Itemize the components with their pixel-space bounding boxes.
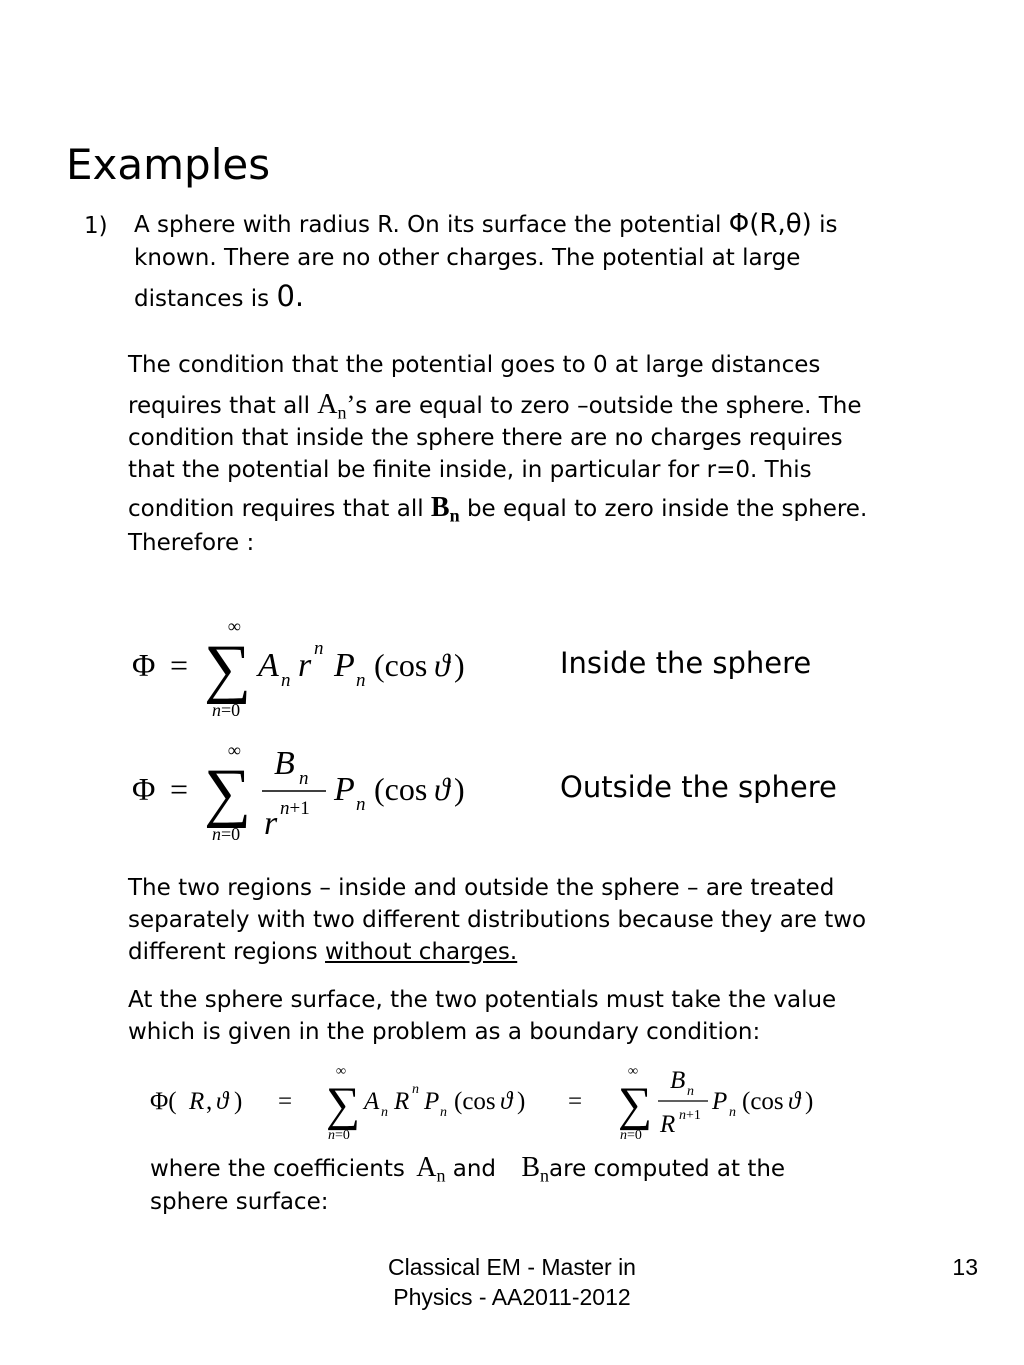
svg-text:P: P bbox=[712, 1088, 728, 1115]
svg-text:n: n bbox=[356, 794, 366, 815]
outside-label: Outside the sphere bbox=[560, 770, 837, 804]
svg-text:=: = bbox=[170, 771, 189, 807]
paragraph-text: and bbox=[452, 1156, 497, 1182]
svg-text:n=0: n=0 bbox=[328, 1128, 350, 1143]
svg-text:Φ: Φ bbox=[132, 647, 156, 683]
svg-text:=: = bbox=[278, 1088, 293, 1115]
svg-text:∞: ∞ bbox=[228, 616, 241, 636]
coefficient-B: B bbox=[430, 492, 450, 523]
svg-text:r: r bbox=[264, 805, 278, 842]
coefficient-A-subscript: n bbox=[337, 402, 347, 423]
paragraph-4-line-2: sphere surface: bbox=[150, 1189, 329, 1215]
svg-text:∑: ∑ bbox=[204, 632, 252, 705]
svg-text:ϑ: ϑ bbox=[788, 1088, 801, 1115]
footer-line-2: Physics - AA2011-2012 bbox=[393, 1284, 631, 1310]
equation-boundary bbox=[140, 1062, 860, 1148]
svg-text:Φ: Φ bbox=[132, 771, 156, 807]
svg-text:R: R bbox=[189, 1088, 205, 1115]
svg-text:P: P bbox=[334, 647, 355, 684]
svg-text:R: R bbox=[394, 1088, 410, 1115]
paragraph-2-line-1: The two regions – inside and outside the sphere – are treated bbox=[128, 875, 835, 901]
svg-text:n: n bbox=[299, 768, 309, 789]
slide-title: Examples bbox=[66, 140, 271, 189]
svg-text:∞: ∞ bbox=[628, 1064, 638, 1079]
phi-label: Φ(R,θ) bbox=[728, 209, 812, 239]
item-line-1 bbox=[134, 208, 837, 241]
footer-line-1: Classical EM - Master in bbox=[388, 1254, 636, 1280]
svg-text:): ) bbox=[234, 1088, 243, 1115]
coefficient-B-subscript: n bbox=[540, 1165, 550, 1186]
paragraph-text: be equal to zero inside the sphere. bbox=[466, 496, 868, 522]
svg-text:): ) bbox=[454, 771, 465, 807]
paragraph-text: are computed at the bbox=[549, 1156, 786, 1182]
coefficient-A-subscript: n bbox=[436, 1165, 446, 1186]
zero-value: 0. bbox=[276, 279, 305, 313]
underlined-text: without charges. bbox=[325, 939, 518, 965]
svg-text:n: n bbox=[412, 1082, 419, 1097]
item-number: 1) bbox=[84, 213, 108, 239]
paragraph-text: s are equal to zero –outside the sphere. The bbox=[355, 393, 862, 419]
svg-text:P: P bbox=[424, 1088, 440, 1115]
paragraph-1-line-3: condition that inside the sphere there are no charges requires bbox=[128, 425, 843, 451]
svg-text:n=0: n=0 bbox=[212, 824, 241, 844]
svg-text:n=0: n=0 bbox=[212, 700, 241, 720]
svg-text:=: = bbox=[170, 647, 189, 683]
svg-text:∑: ∑ bbox=[326, 1078, 361, 1131]
equation-inside bbox=[120, 612, 520, 722]
svg-text:n: n bbox=[314, 638, 324, 659]
svg-text:n+1: n+1 bbox=[679, 1108, 701, 1123]
svg-text:Φ(: Φ( bbox=[150, 1088, 177, 1115]
paragraph-text: requires that all bbox=[128, 393, 310, 419]
svg-text:n: n bbox=[687, 1084, 694, 1099]
item-line-3 bbox=[134, 280, 304, 315]
svg-text:ϑ: ϑ bbox=[434, 647, 450, 683]
svg-text:n: n bbox=[281, 670, 291, 691]
paragraph-1-line-1: The condition that the potential goes to 0 at large distances bbox=[128, 352, 821, 378]
svg-text:ϑ: ϑ bbox=[434, 771, 450, 807]
apostrophe: ’ bbox=[346, 390, 356, 419]
equation-outside bbox=[120, 736, 520, 852]
paragraph-text: condition requires that all bbox=[128, 496, 424, 522]
svg-text:): ) bbox=[517, 1088, 526, 1115]
svg-text:A: A bbox=[364, 1088, 380, 1115]
svg-text:∞: ∞ bbox=[228, 740, 241, 760]
paragraph-1-line-4: that the potential be finite inside, in particular for r=0. This bbox=[128, 457, 812, 483]
svg-text:∞: ∞ bbox=[336, 1064, 346, 1079]
svg-text:R: R bbox=[660, 1111, 676, 1138]
svg-text:): ) bbox=[805, 1088, 814, 1115]
item-line-2: known. There are no other charges. The potential at large bbox=[134, 245, 801, 271]
footer-caption bbox=[352, 1252, 672, 1312]
paragraph-text: where the coefficients bbox=[150, 1156, 405, 1182]
paragraph-3-line-2: which is given in the problem as a boundary condition: bbox=[128, 1019, 761, 1045]
item-text: is bbox=[819, 212, 838, 238]
inside-label: Inside the sphere bbox=[560, 646, 812, 680]
svg-text:n+1: n+1 bbox=[280, 798, 310, 819]
svg-text:=: = bbox=[568, 1088, 583, 1115]
svg-text:,: , bbox=[206, 1088, 213, 1115]
svg-text:r: r bbox=[298, 647, 312, 684]
paragraph-1-line-6: Therefore : bbox=[128, 530, 255, 556]
coefficient-A: A bbox=[416, 1152, 437, 1183]
paragraph-2-line-3 bbox=[128, 936, 517, 968]
coefficient-A: A bbox=[317, 389, 338, 420]
svg-text:(cos: (cos bbox=[374, 647, 428, 683]
svg-text:ϑ: ϑ bbox=[500, 1088, 513, 1115]
svg-text:ϑ: ϑ bbox=[216, 1088, 229, 1115]
svg-text:B: B bbox=[670, 1067, 686, 1094]
page-number: 13 bbox=[952, 1254, 978, 1280]
svg-text:n: n bbox=[381, 1105, 388, 1120]
svg-text:P: P bbox=[334, 771, 355, 808]
svg-text:(cos: (cos bbox=[454, 1088, 496, 1115]
svg-text:n: n bbox=[440, 1105, 447, 1120]
item-text: distances is bbox=[134, 286, 270, 312]
item-text: A sphere with radius R. On its surface the potential bbox=[134, 212, 722, 238]
svg-text:∑: ∑ bbox=[204, 756, 252, 829]
svg-text:n: n bbox=[356, 670, 366, 691]
paragraph-4-line-1 bbox=[150, 1152, 785, 1185]
svg-text:A: A bbox=[258, 647, 279, 684]
coefficient-B-subscript: n bbox=[449, 505, 460, 526]
paragraph-2-line-2: separately with two different distributions because they are two bbox=[128, 907, 867, 933]
coefficient-B: B bbox=[521, 1152, 541, 1183]
paragraph-text: different regions bbox=[128, 939, 318, 965]
paragraph-1-line-2 bbox=[128, 389, 862, 422]
svg-text:): ) bbox=[454, 647, 465, 683]
svg-text:n=0: n=0 bbox=[620, 1128, 642, 1143]
svg-text:n: n bbox=[729, 1105, 736, 1120]
svg-text:(cos: (cos bbox=[742, 1088, 784, 1115]
svg-text:(cos: (cos bbox=[374, 771, 428, 807]
svg-text:B: B bbox=[274, 745, 295, 782]
paragraph-3-line-1: At the sphere surface, the two potentials must take the value bbox=[128, 987, 837, 1013]
svg-text:∑: ∑ bbox=[618, 1078, 653, 1131]
paragraph-1-line-5 bbox=[128, 492, 867, 525]
